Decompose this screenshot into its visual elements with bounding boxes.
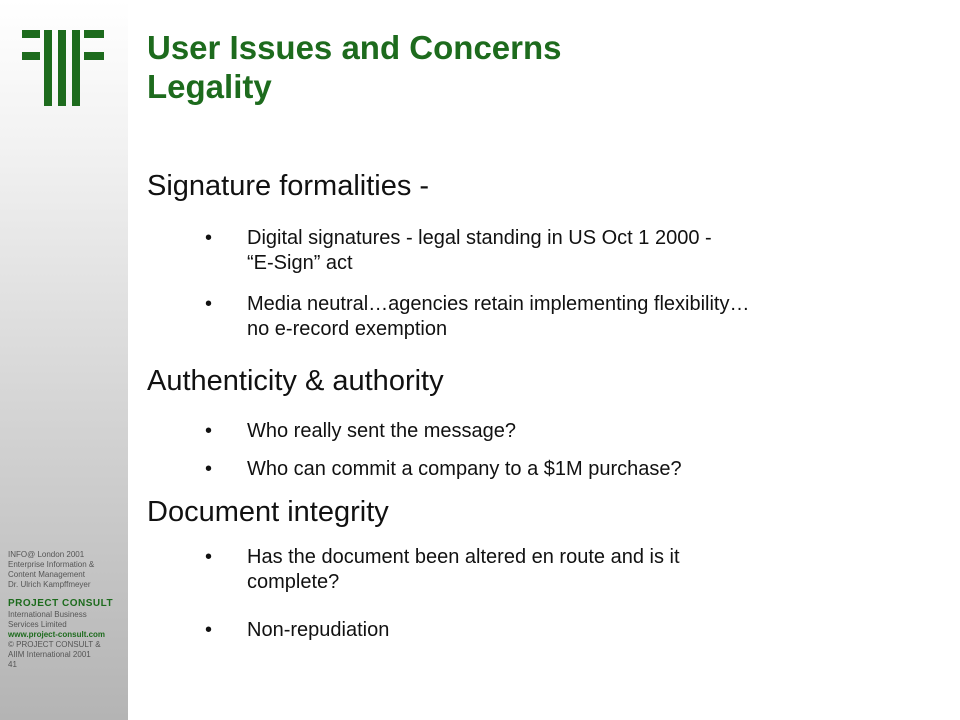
bullet-icon: •: [205, 546, 213, 568]
footer-copyright: AIIM International 2001: [8, 650, 91, 659]
footer-website: www.project-consult.com: [8, 630, 106, 639]
bullet-text: Non-repudiation: [247, 619, 390, 641]
bullet-icon: •: [205, 420, 213, 442]
bullet-icon: •: [205, 458, 213, 480]
page-number: 41: [8, 660, 17, 669]
section-heading: Document integrity: [147, 496, 389, 528]
bullet-text: Who can commit a company to a $1M purchase?: [247, 458, 682, 480]
footer-copyright: © PROJECT CONSULT &: [8, 640, 101, 649]
bullet-text: no e-record exemption: [247, 318, 448, 340]
bullet-text: “E-Sign” act: [247, 252, 353, 274]
footer-company-desc: International Business: [8, 610, 87, 619]
bullet-icon: •: [205, 293, 213, 315]
sidebar: [0, 0, 128, 720]
footer-topic: Enterprise Information &: [8, 560, 95, 569]
bullet-text: complete?: [247, 571, 340, 593]
bullet-text: Digital signatures - legal standing in US Oct 1 2000 -: [247, 227, 712, 249]
bullet-text: Media neutral…agencies retain implementing flexibility…: [247, 293, 750, 315]
section-heading: Authenticity & authority: [147, 365, 444, 397]
logo-icon: [22, 30, 104, 106]
bullet-text: Who really sent the message?: [247, 420, 517, 442]
slide-title: [147, 28, 562, 106]
section-heading: Signature formalities -: [147, 170, 430, 202]
footer-event: INFO@ London 2001: [8, 550, 85, 559]
title-line: Legality: [147, 68, 272, 105]
bullet-icon: •: [205, 227, 213, 249]
bullet-icon: •: [205, 619, 213, 641]
bullet-text: Has the document been altered en route and is it: [247, 546, 680, 568]
footer-author: Dr. Ulrich Kampffmeyer: [8, 580, 91, 589]
footer-topic: Content Management: [8, 570, 85, 579]
footer-company-desc: Services Limited: [8, 620, 67, 629]
footer-company: PROJECT CONSULT: [8, 598, 114, 609]
title-line: User Issues and Concerns: [147, 29, 562, 66]
slide-footer: [8, 550, 128, 670]
